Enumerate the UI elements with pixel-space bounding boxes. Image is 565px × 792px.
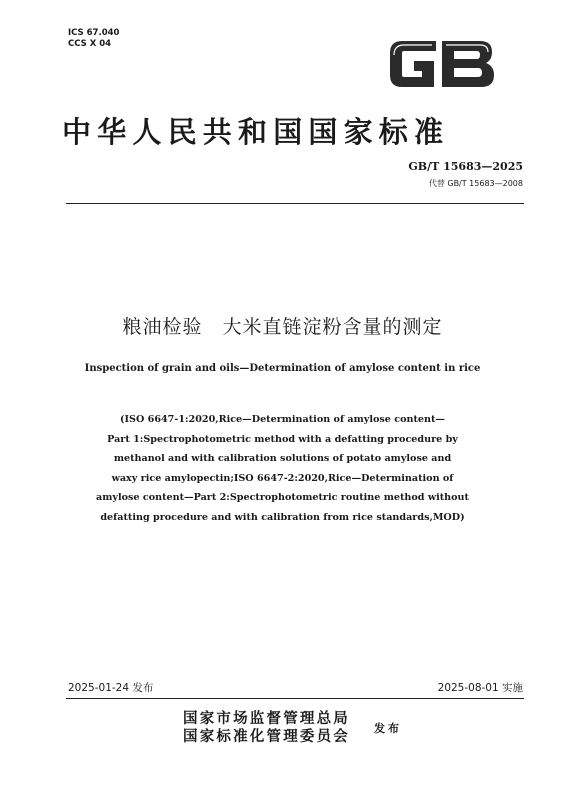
iso-reference-line: amylose content—Part 2:Spectrophotometric routine method without xyxy=(96,492,469,503)
standard-number xyxy=(408,160,523,173)
ccs-code: CCS X 04 xyxy=(68,39,112,49)
gb-logo-icon xyxy=(384,33,499,95)
standard-number-text: GB/T 15683—2025 xyxy=(408,160,523,173)
iso-reference-line: waxy rice amylopectin;ISO 6647-2:2020,Rice—Determination of xyxy=(111,472,454,484)
iso-reference xyxy=(70,410,495,527)
iso-reference-line: (ISO 6647-1:2020,Rice—Determination of amylose content— xyxy=(120,414,445,425)
classification-codes xyxy=(68,28,119,50)
ics-code: ICS 67.040 xyxy=(68,28,120,38)
issue-date: 2025-01-24 发布 xyxy=(68,682,154,694)
english-title: Inspection of grain and oils—Determination of amylose content in rice xyxy=(84,363,481,374)
issuing-authorities xyxy=(183,710,350,746)
footer-divider xyxy=(66,698,524,699)
issue-label: 发布 xyxy=(374,722,402,735)
national-standard-title: 中华人民共和国国家标准 xyxy=(62,115,450,149)
issuer-sac: 国家标准化管理委员会 xyxy=(183,728,350,745)
iso-reference-line: defatting procedure and with calibration from rice standards,MOD) xyxy=(100,511,465,523)
implementation-date: 2025-08-01 实施 xyxy=(437,682,523,694)
replaces-note: 代替 GB/T 15683—2008 xyxy=(428,179,523,188)
iso-reference-line: Part 1:Spectrophotometric method with a defatting procedure by xyxy=(107,433,458,445)
header-divider xyxy=(66,203,524,204)
gb-logo xyxy=(384,33,499,95)
issuer-samr: 国家市场监督管理总局 xyxy=(183,710,350,727)
chinese-title: 粮油检验 大米直链淀粉含量的测定 xyxy=(122,316,443,338)
iso-reference-line: methanol and with calibration solutions of potato amylose and xyxy=(113,453,452,464)
